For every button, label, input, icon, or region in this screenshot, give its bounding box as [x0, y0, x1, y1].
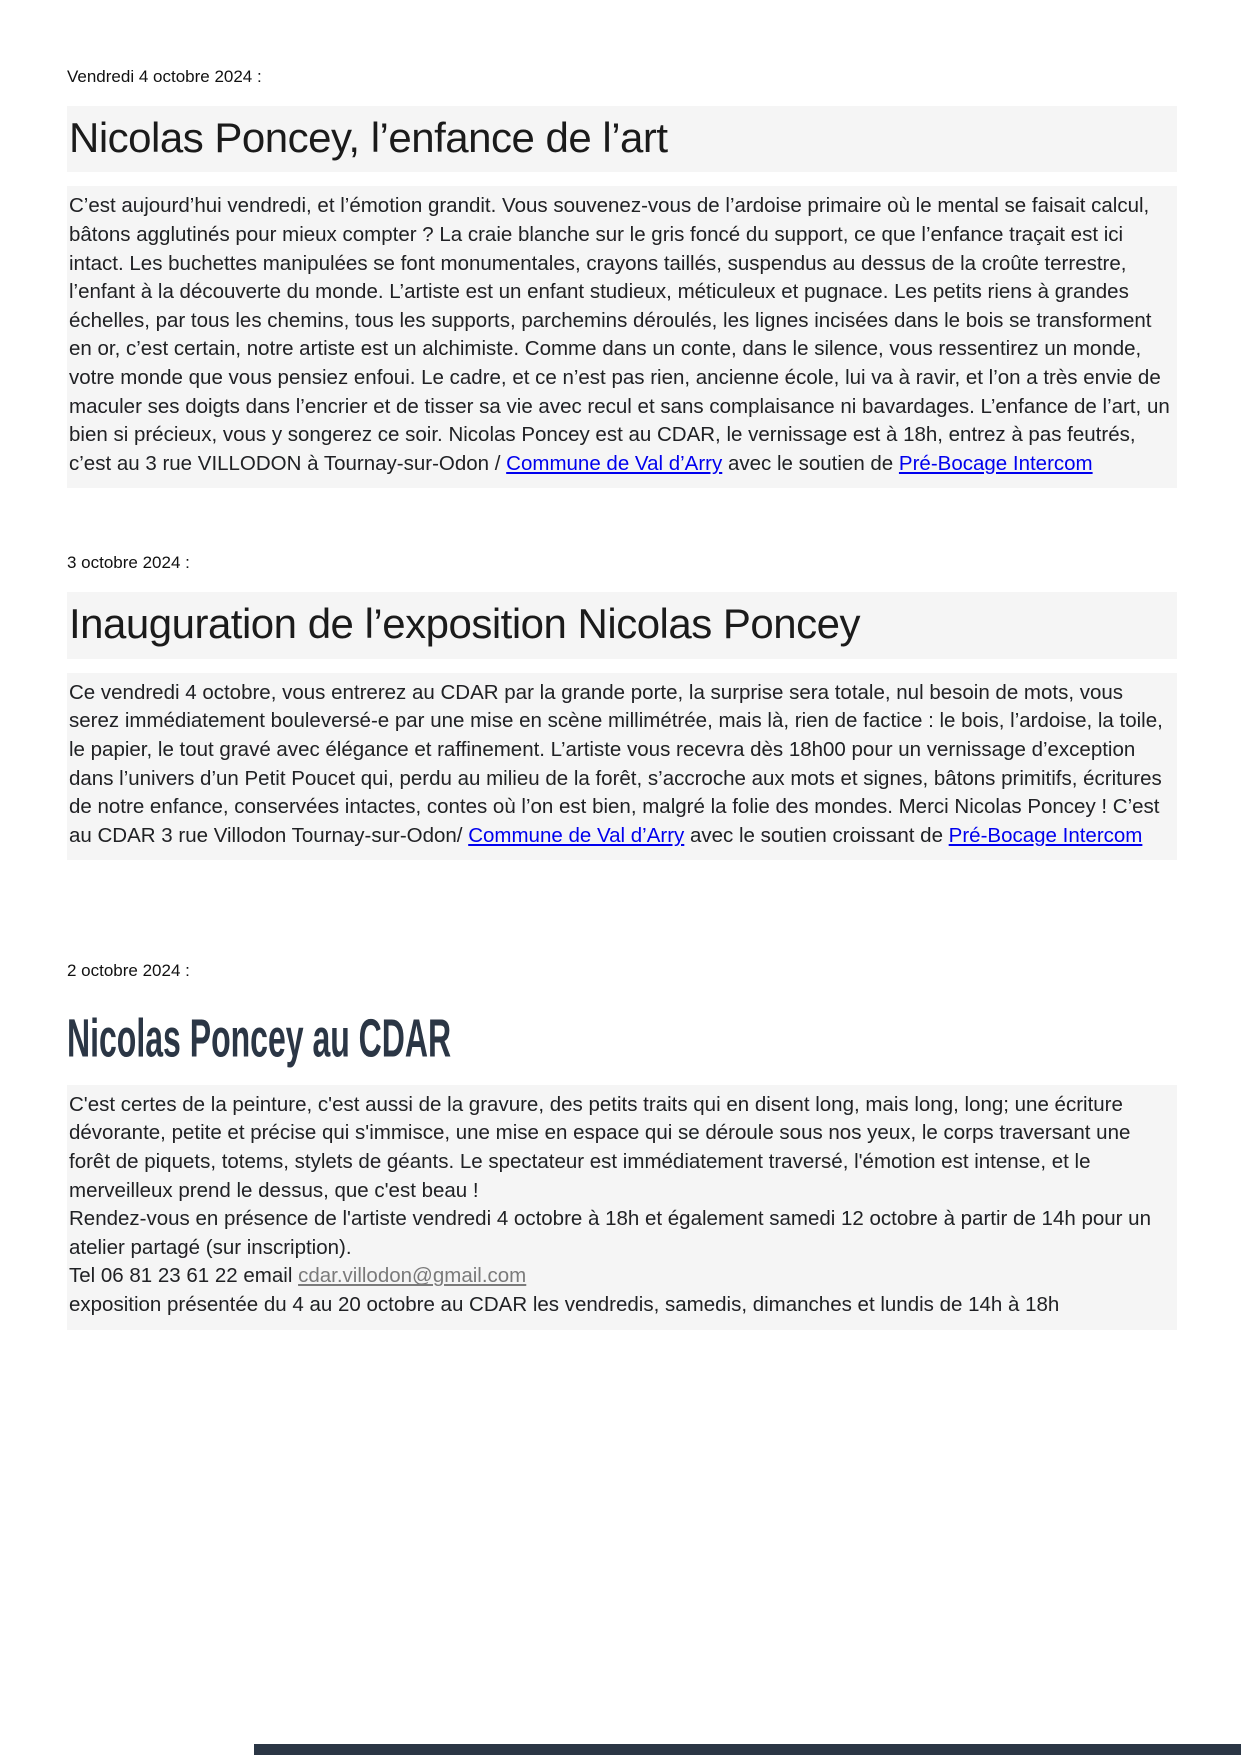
post-body	[67, 1085, 1177, 1330]
post-title-impact-text: Nicolas Poncey au CDAR	[67, 1008, 452, 1069]
article-post	[67, 66, 1177, 488]
text-run: C’est aujourd’hui vendredi, et l’émotion grandit. Vous souvenez-vous de l’ardoise primaire où le mental se faisait calcul, bâtons agglutinés pour mieux compter ? La craie blanche sur le gris foncé du support, ce que l’enfance traçait est ici intact. Les buchettes manipulées se font monumentales, crayons taillés, suspendus au dessus de la croûte terrestre, l’enfant à la découverte du monde. L’artiste est un enfant studieux, méticuleux et pugnace. Les petits riens à grandes échelles, par tous les chemins, tous les supports, parchemins déroulés, les lignes incisées dans le bois se transforment en or, c’est certain, notre artiste est un alchimiste. Comme dans un conte, dans le silence, vous ressentirez un monde, votre monde que vous pensiez enfoui. Le cadre, et ce n’est pas rien, ancienne école, lui va à ravir, et l’on a très envie de maculer ses doigts dans l’encrier et de tisser sa vie avec recul et sans complaisance ni bavardages. L’enfance de l’art, un bien si précieux, vous y songerez ce soir. Nicolas Poncey est au CDAR, le vernissage est à 18h, entrez à pas feutrés, c’est au 3 rue VILLODON à Tournay-sur-Odon /	[69, 194, 1170, 475]
post-title: Inauguration de l’exposition Nicolas Poncey	[67, 592, 1177, 658]
post-date: Vendredi 4 octobre 2024 :	[67, 67, 262, 86]
text-run: avec le soutien croissant de	[684, 823, 949, 847]
post-title: Nicolas Poncey, l’enfance de l’art	[67, 106, 1177, 172]
text-run: C'est certes de la peinture, c'est aussi de la gravure, des petits traits qui en disent long, mais long, long; une écriture dévorante, petite et précise qui s'immisce, une mise en espace qui se déroule sous nos yeux, le corps traversant une forêt de piquets, totems, stylets de géants. Le spectateur est immédiatement traversé, l'émotion est intense, et le merveilleux prend le dessus, que c'est beau !	[69, 1092, 1131, 1202]
post-body	[67, 186, 1177, 488]
text-run: Ce vendredi 4 octobre, vous entrerez au CDAR par la grande porte, la surprise sera totale, nul besoin de mots, vous serez immédiatement bouleversé-e par une mise en scène millimétrée, mais là, rien de factice : le bois, l’ardoise, la toile, le papier, le tout gravé avec élégance et raffinement. L’artiste vous recevra dès 18h00 pour un vernissage d’exception dans l’univers d’un Petit Poucet qui, perdu au milieu de la forêt, s’accroche aux mots et signes, bâtons primitifs, écritures de notre enfance, conservées intactes, contes où l’on est bien, malgré la folie des mondes. Merci Nicolas Poncey ! C’est au CDAR 3 rue Villodon Tournay-sur-Odon/	[69, 680, 1163, 847]
text-run: avec le soutien de	[722, 451, 899, 475]
post-date: 2 octobre 2024 :	[67, 961, 190, 981]
text-run: Tel 06 81 23 61 22 email	[69, 1264, 299, 1288]
text-run: exposition présentée du 4 au 20 octobre au CDAR les vendredis, samedis, dimanches et lundis de 14h à 18h	[69, 1293, 1060, 1317]
inline-link[interactable]: Pré-Bocage Intercom	[898, 451, 1093, 475]
bottom-footer-bar	[254, 1744, 1241, 1755]
article-post	[67, 960, 1177, 1329]
article-post	[67, 552, 1177, 860]
post-title-impact	[67, 1010, 1177, 1069]
inline-link[interactable]: Commune de Val d’Arry	[506, 451, 723, 475]
post-date: 3 octobre 2024 :	[67, 553, 190, 573]
inline-link[interactable]: Commune de Val d’Arry	[468, 823, 685, 847]
text-run: Rendez-vous en présence de l'artiste vendredi 4 octobre à 18h et également samedi 12 octobre à partir de 14h pour un atelier partagé (sur inscription).	[69, 1207, 1151, 1259]
inline-link[interactable]: cdar.villodon@gmail.com	[298, 1264, 527, 1288]
inline-link[interactable]: Pré-Bocage Intercom	[948, 823, 1143, 847]
post-body	[67, 673, 1177, 861]
